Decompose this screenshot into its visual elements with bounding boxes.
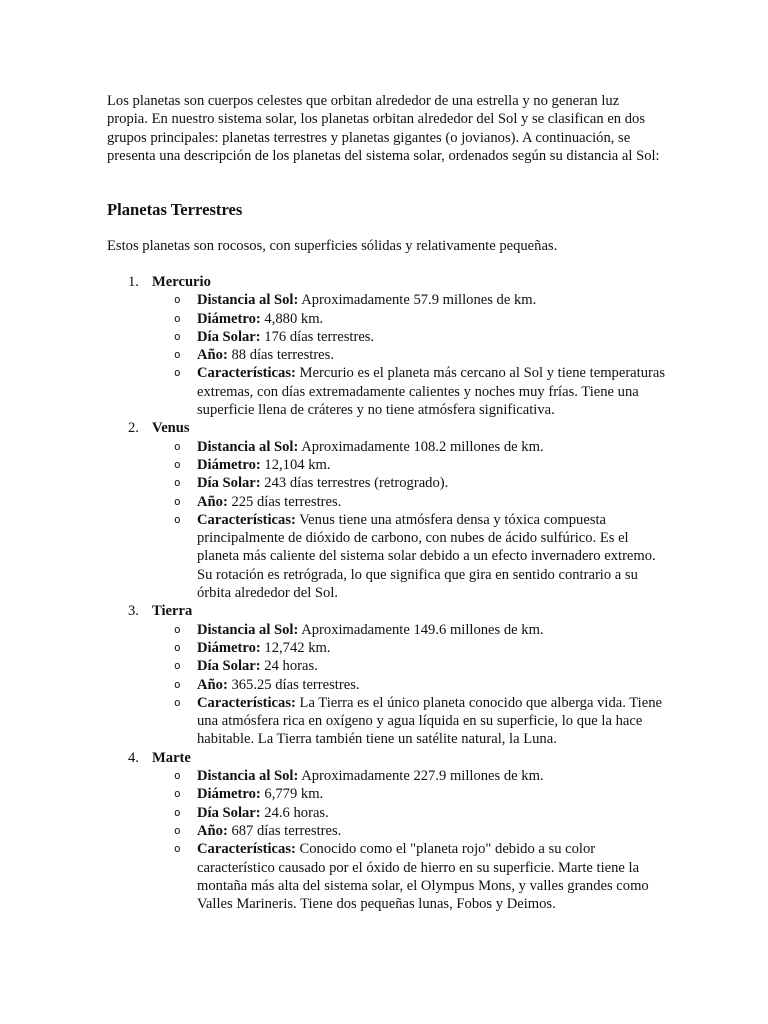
property-list <box>107 438 667 603</box>
property-characteristics <box>107 511 667 602</box>
property-label: Distancia al Sol: <box>197 768 299 785</box>
property-label: Año: <box>197 493 228 510</box>
property-value: 24 horas. <box>260 658 318 675</box>
planet-item-venus <box>107 419 667 602</box>
property-characteristics <box>107 694 667 749</box>
planet-item-marte <box>107 749 667 914</box>
property-label: Características: <box>197 841 296 858</box>
property-value: 88 días terrestres. <box>227 347 334 364</box>
property-value: Aproximadamente 108.2 millones de km. <box>298 438 544 455</box>
bullet-icon: o <box>174 348 181 362</box>
property-distance <box>107 767 667 785</box>
property-value: La Tierra es el único planeta conocido que alberga vida. Tiene una atmósfera rica en oxígeno y agua líquida en su superficie, lo que la hace habitable. La Tierra también tiene un satélite natural, la Luna. <box>197 694 662 748</box>
planet-item-tierra <box>107 602 667 748</box>
bullet-icon: o <box>174 823 181 837</box>
bullet-icon: o <box>174 494 181 508</box>
bullet-icon: o <box>174 293 181 307</box>
property-label: Año: <box>197 347 228 364</box>
bullet-icon: o <box>174 329 181 343</box>
planet-name: Marte <box>152 749 191 766</box>
property-value: 243 días terrestres (retrogrado). <box>260 475 449 492</box>
property-label: Diámetro: <box>197 786 261 803</box>
property-year <box>107 822 667 840</box>
property-label: Características: <box>197 694 296 711</box>
bullet-icon: o <box>174 805 181 819</box>
bullet-icon: o <box>174 787 181 801</box>
property-diameter <box>107 785 667 803</box>
property-label: Día Solar: <box>197 328 261 345</box>
bullet-icon: o <box>174 457 181 471</box>
property-diameter <box>107 639 667 657</box>
property-list <box>107 291 667 419</box>
property-value: 225 días terrestres. <box>227 493 342 510</box>
property-label: Diámetro: <box>197 310 261 327</box>
property-label: Características: <box>197 365 296 382</box>
property-year <box>107 493 667 511</box>
property-year <box>107 676 667 694</box>
bullet-icon: o <box>174 476 181 490</box>
property-list <box>107 767 667 913</box>
property-label: Diámetro: <box>197 456 261 473</box>
property-value: 176 días terrestres. <box>260 328 375 345</box>
section-heading: Planetas Terrestres <box>107 200 243 219</box>
property-year <box>107 346 667 364</box>
property-solar-day <box>107 328 667 346</box>
property-value: 365.25 días terrestres. <box>227 676 360 693</box>
bullet-icon: o <box>174 311 181 325</box>
property-value: Aproximadamente 227.9 millones de km. <box>298 768 544 785</box>
property-solar-day <box>107 804 667 822</box>
property-value: 4,880 km. <box>260 310 324 327</box>
property-list <box>107 621 667 749</box>
property-value: 12,742 km. <box>260 639 331 656</box>
property-value: Mercurio es el planeta más cercano al Sol y tiene temperaturas extremas, con días extremadamente calientes y noches muy frías. Tiene una superficie llena de cráteres y no tiene atmósfera significativa. <box>197 365 666 419</box>
section-lead: Estos planetas son rocosos, con superficies sólidas y relativamente pequeñas. <box>107 238 558 254</box>
bullet-icon: o <box>174 622 181 636</box>
planet-name: Venus <box>152 420 190 437</box>
property-solar-day <box>107 657 667 675</box>
property-value: 12,104 km. <box>260 456 331 473</box>
bullet-icon: o <box>174 512 181 526</box>
bullet-icon: o <box>174 769 181 783</box>
property-label: Características: <box>197 511 296 528</box>
list-number: 1. <box>128 274 139 290</box>
property-label: Distancia al Sol: <box>197 292 299 309</box>
planet-item-mercurio <box>107 273 667 419</box>
property-diameter <box>107 456 667 474</box>
planet-name: Mercurio <box>152 274 211 290</box>
property-value: Venus tiene una atmósfera densa y tóxica compuesta principalmente de dióxido de carbono, con nubes de ácido sulfúrico. Es el planeta más caliente del sistema solar debido a un efecto invernadero extremo. Su rotación es retrógrada, lo que significa que gira en sentido contrario a su órbita alrededor del Sol. <box>197 511 656 602</box>
property-label: Día Solar: <box>197 658 261 675</box>
bullet-icon: o <box>174 640 181 654</box>
list-number: 2. <box>128 420 139 437</box>
list-number: 4. <box>128 749 139 766</box>
property-distance <box>107 621 667 639</box>
bullet-icon: o <box>174 695 181 709</box>
property-label: Diámetro: <box>197 639 261 656</box>
bullet-icon: o <box>174 842 181 856</box>
property-label: Día Solar: <box>197 804 261 821</box>
property-value: 6,779 km. <box>260 786 324 803</box>
planet-name: Tierra <box>152 603 193 620</box>
property-solar-day <box>107 474 667 492</box>
property-label: Distancia al Sol: <box>197 438 299 455</box>
planet-list <box>107 273 667 913</box>
bullet-icon: o <box>174 439 181 453</box>
property-value: 24.6 horas. <box>260 804 329 821</box>
bullet-icon: o <box>174 677 181 691</box>
property-characteristics <box>107 840 667 913</box>
property-label: Día Solar: <box>197 475 261 492</box>
bullet-icon: o <box>174 659 181 673</box>
property-value: Conocido como el "planeta rojo" debido a su color característico causado por el óxido de hierro en su superficie. Marte tiene la montaña más alta del sistema solar, el Olympus Mons, y valles grandes como Valles Marineris. Tiene dos pequeñas lunas, Fobos y Deimos. <box>197 841 649 913</box>
property-diameter <box>107 310 667 328</box>
property-label: Año: <box>197 822 228 839</box>
property-label: Año: <box>197 676 228 693</box>
property-characteristics <box>107 364 667 419</box>
property-label: Distancia al Sol: <box>197 621 299 638</box>
property-value: 687 días terrestres. <box>227 822 342 839</box>
property-distance <box>107 291 667 309</box>
bullet-icon: o <box>174 366 181 380</box>
property-distance <box>107 438 667 456</box>
intro-paragraph: Los planetas son cuerpos celestes que orbitan alrededor de una estrella y no generan luz propia. En nuestro sistema solar, los planetas orbitan alrededor del Sol y se clasifican en dos grupos principales: planetas terrestres y planetas gigantes (o jovianos). A continuación, se presenta una descripción de los planetas del sistema solar, ordenados según su distancia al Sol: <box>107 93 660 164</box>
list-number: 3. <box>128 603 139 620</box>
property-value: Aproximadamente 149.6 millones de km. <box>298 621 544 638</box>
property-value: Aproximadamente 57.9 millones de km. <box>298 292 537 309</box>
